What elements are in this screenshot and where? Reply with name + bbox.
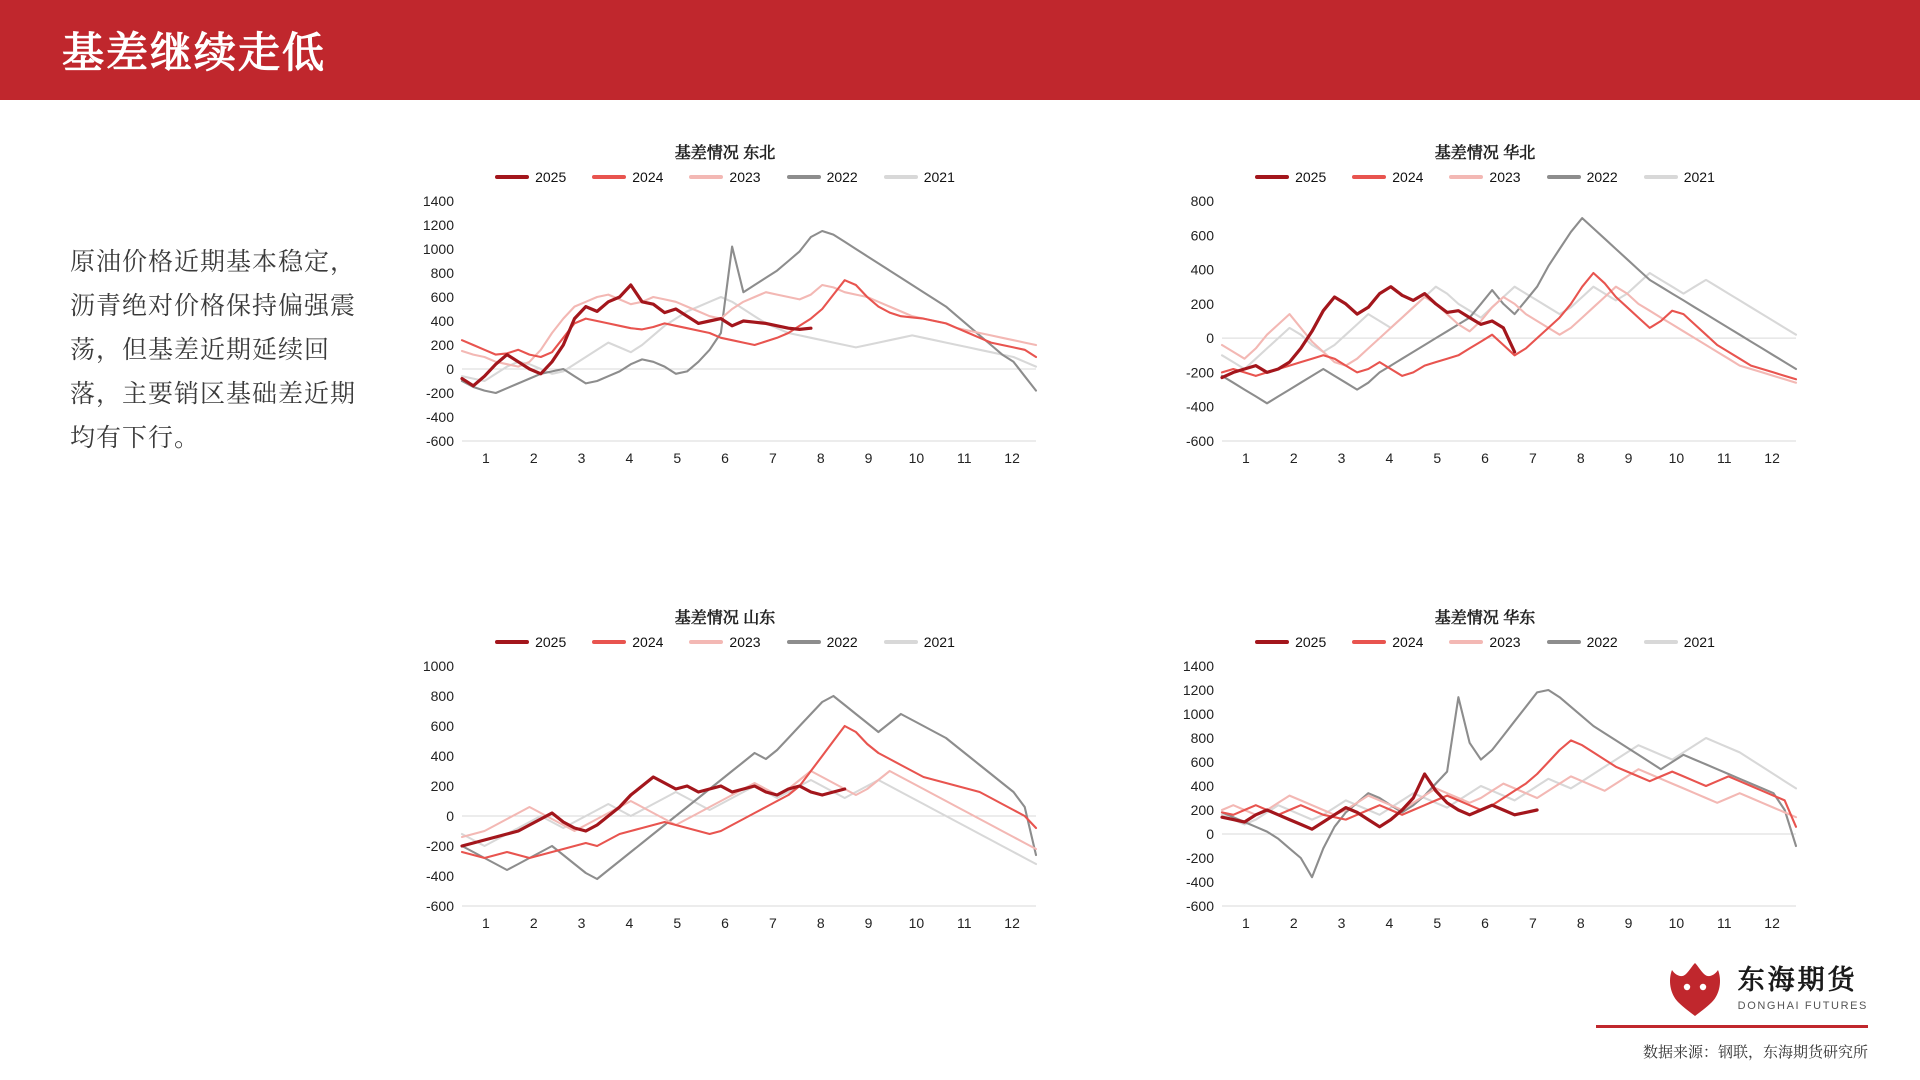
svg-text:-600: -600 bbox=[425, 898, 454, 914]
svg-text:0: 0 bbox=[446, 808, 454, 824]
svg-text:8: 8 bbox=[1576, 450, 1585, 466]
legend-swatch-2022 bbox=[1547, 640, 1581, 644]
svg-text:4: 4 bbox=[1385, 450, 1394, 466]
legend-label-2022: 2022 bbox=[1586, 634, 1618, 650]
legend-label-2024: 2024 bbox=[1392, 169, 1424, 185]
legend-swatch-2025 bbox=[495, 175, 529, 179]
chart-plot-northchina bbox=[1160, 189, 1810, 479]
legend-item-2021 bbox=[884, 169, 955, 185]
svg-text:400: 400 bbox=[430, 313, 454, 329]
legend-swatch-2021 bbox=[1644, 640, 1678, 644]
chart-plot-shandong bbox=[400, 654, 1050, 944]
legend-swatch-2025 bbox=[1255, 175, 1289, 179]
side-note-text: 原油价格近期基本稳定，沥青绝对价格保持偏强震荡，但基差近期延续回落，主要销区基础差近期均有下行。 bbox=[70, 248, 357, 452]
svg-text:600: 600 bbox=[1190, 227, 1214, 244]
svg-text:1: 1 bbox=[482, 450, 490, 466]
series-line-2024 bbox=[462, 280, 1036, 357]
svg-text:6: 6 bbox=[721, 915, 729, 931]
legend-label-2025: 2025 bbox=[535, 169, 567, 185]
legend-label-2021: 2021 bbox=[923, 169, 955, 185]
svg-text:-200: -200 bbox=[425, 385, 454, 401]
legend-item-2021 bbox=[884, 634, 955, 650]
svg-text:800: 800 bbox=[430, 265, 454, 281]
legend-label-2022: 2022 bbox=[826, 634, 858, 650]
chart-title-northchina: 基差情况 华北 bbox=[1434, 145, 1536, 162]
svg-text:600: 600 bbox=[430, 289, 454, 305]
legend-label-2024: 2024 bbox=[1392, 634, 1424, 650]
chart-panel-eastchina bbox=[1160, 605, 1810, 944]
legend-swatch-2024 bbox=[592, 640, 626, 644]
chart-svg-eastchina bbox=[1160, 654, 1810, 944]
svg-text:200: 200 bbox=[1190, 802, 1214, 818]
svg-text:1400: 1400 bbox=[422, 193, 454, 209]
svg-text:-200: -200 bbox=[425, 838, 454, 854]
series-line-2025 bbox=[1222, 287, 1515, 378]
legend-swatch-2025 bbox=[1255, 640, 1289, 644]
svg-text:6: 6 bbox=[1481, 915, 1489, 931]
legend-label-2023: 2023 bbox=[729, 169, 761, 185]
chart-legend-eastchina bbox=[1160, 634, 1810, 650]
legend-label-2025: 2025 bbox=[535, 634, 567, 650]
chart-legend-northchina bbox=[1160, 169, 1810, 185]
series-line-2024 bbox=[1222, 273, 1796, 379]
chart-svg-northeast bbox=[400, 189, 1050, 479]
legend-item-2021 bbox=[1644, 634, 1715, 650]
bull-head-icon bbox=[1664, 960, 1726, 1018]
legend-item-2024 bbox=[592, 169, 663, 185]
legend-swatch-2023 bbox=[689, 175, 723, 179]
legend-swatch-2024 bbox=[1352, 640, 1386, 644]
chart-svg-northchina bbox=[1160, 189, 1810, 479]
svg-text:-600: -600 bbox=[1185, 433, 1214, 449]
svg-text:5: 5 bbox=[673, 915, 682, 931]
chart-title-northeast: 基差情况 东北 bbox=[674, 145, 776, 162]
svg-text:1400: 1400 bbox=[1182, 658, 1214, 674]
legend-label-2023: 2023 bbox=[1489, 634, 1521, 650]
svg-text:7: 7 bbox=[769, 915, 777, 931]
page-title: 基差继续走低 bbox=[62, 29, 327, 76]
series-line-2025 bbox=[1222, 774, 1537, 829]
svg-text:12: 12 bbox=[1004, 915, 1020, 931]
legend-item-2023 bbox=[1449, 169, 1520, 185]
legend-label-2021: 2021 bbox=[1683, 634, 1715, 650]
brand-logo bbox=[1664, 960, 1868, 1018]
legend-item-2025 bbox=[1255, 634, 1326, 650]
legend-item-2022 bbox=[787, 634, 858, 650]
legend-label-2023: 2023 bbox=[1489, 169, 1521, 185]
svg-text:3: 3 bbox=[577, 450, 586, 466]
chart-legend-shandong bbox=[400, 634, 1050, 650]
svg-text:6: 6 bbox=[1481, 450, 1489, 466]
chart-plot-northeast bbox=[400, 189, 1050, 479]
svg-text:5: 5 bbox=[1433, 915, 1442, 931]
svg-text:5: 5 bbox=[673, 450, 682, 466]
svg-text:-600: -600 bbox=[1185, 898, 1214, 914]
legend-item-2025 bbox=[495, 169, 566, 185]
legend-swatch-2024 bbox=[592, 175, 626, 179]
svg-text:1200: 1200 bbox=[1182, 682, 1214, 698]
svg-text:10: 10 bbox=[1668, 915, 1685, 931]
series-line-2021 bbox=[1222, 273, 1796, 369]
svg-text:9: 9 bbox=[1624, 915, 1633, 931]
brand-name-en: DONGHAI FUTURES bbox=[1737, 999, 1868, 1012]
svg-text:-200: -200 bbox=[1185, 850, 1214, 866]
svg-text:3: 3 bbox=[1337, 450, 1346, 466]
chart-legend-northeast bbox=[400, 169, 1050, 185]
svg-text:800: 800 bbox=[430, 688, 454, 704]
legend-swatch-2022 bbox=[787, 175, 821, 179]
legend-item-2022 bbox=[1547, 169, 1618, 185]
svg-text:11: 11 bbox=[1716, 450, 1732, 466]
svg-text:8: 8 bbox=[1576, 915, 1585, 931]
svg-text:800: 800 bbox=[1190, 193, 1214, 209]
chart-title-eastchina: 基差情况 华东 bbox=[1434, 610, 1536, 627]
svg-text:1000: 1000 bbox=[422, 658, 454, 674]
legend-swatch-2023 bbox=[689, 640, 723, 644]
svg-text:-400: -400 bbox=[1185, 874, 1214, 890]
svg-text:1: 1 bbox=[1242, 450, 1250, 466]
svg-text:600: 600 bbox=[430, 718, 454, 734]
legend-label-2022: 2022 bbox=[1586, 169, 1618, 185]
legend-item-2023 bbox=[689, 634, 760, 650]
svg-text:1200: 1200 bbox=[422, 217, 454, 233]
legend-item-2024 bbox=[1352, 634, 1423, 650]
legend-label-2024: 2024 bbox=[632, 634, 664, 650]
legend-item-2024 bbox=[1352, 169, 1423, 185]
source-note: 数据来源：钢联，东海期货研究所 bbox=[1642, 1044, 1868, 1061]
svg-text:7: 7 bbox=[769, 450, 777, 466]
svg-text:11: 11 bbox=[956, 450, 972, 466]
svg-text:4: 4 bbox=[625, 915, 634, 931]
legend-item-2025 bbox=[495, 634, 566, 650]
svg-text:2: 2 bbox=[1289, 915, 1298, 931]
legend-swatch-2022 bbox=[787, 640, 821, 644]
series-line-2024 bbox=[462, 726, 1036, 858]
svg-text:8: 8 bbox=[816, 915, 825, 931]
svg-text:4: 4 bbox=[1385, 915, 1394, 931]
legend-item-2024 bbox=[592, 634, 663, 650]
brand-name-cn: 东海期货 bbox=[1737, 964, 1858, 995]
legend-label-2021: 2021 bbox=[923, 634, 955, 650]
series-line-2022 bbox=[1222, 218, 1796, 403]
svg-text:3: 3 bbox=[577, 915, 586, 931]
svg-text:800: 800 bbox=[1190, 730, 1214, 746]
svg-text:200: 200 bbox=[430, 337, 454, 353]
chart-title-shandong: 基差情况 山东 bbox=[674, 610, 776, 627]
series-line-2021 bbox=[462, 780, 1036, 864]
svg-text:2: 2 bbox=[529, 915, 538, 931]
svg-text:10: 10 bbox=[908, 450, 925, 466]
svg-text:0: 0 bbox=[1206, 330, 1214, 347]
legend-swatch-2023 bbox=[1449, 640, 1483, 644]
svg-text:600: 600 bbox=[1190, 754, 1214, 770]
svg-text:12: 12 bbox=[1764, 915, 1780, 931]
legend-item-2022 bbox=[787, 169, 858, 185]
legend-label-2023: 2023 bbox=[729, 634, 761, 650]
legend-swatch-2023 bbox=[1449, 175, 1483, 179]
svg-text:6: 6 bbox=[721, 450, 729, 466]
svg-text:9: 9 bbox=[1624, 450, 1633, 466]
legend-item-2022 bbox=[1547, 634, 1618, 650]
legend-label-2021: 2021 bbox=[1683, 169, 1715, 185]
svg-text:12: 12 bbox=[1004, 450, 1020, 466]
svg-text:5: 5 bbox=[1433, 450, 1442, 466]
svg-text:10: 10 bbox=[1668, 450, 1685, 466]
legend-label-2025: 2025 bbox=[1295, 169, 1327, 185]
series-line-2023 bbox=[462, 771, 1036, 849]
svg-text:1000: 1000 bbox=[422, 241, 454, 257]
chart-panel-northeast bbox=[400, 140, 1050, 479]
chart-svg-shandong bbox=[400, 654, 1050, 944]
svg-text:400: 400 bbox=[1190, 778, 1214, 794]
legend-item-2023 bbox=[689, 169, 760, 185]
svg-text:0: 0 bbox=[1206, 826, 1214, 842]
svg-text:-400: -400 bbox=[425, 868, 454, 884]
legend-swatch-2022 bbox=[1547, 175, 1581, 179]
legend-label-2025: 2025 bbox=[1295, 634, 1327, 650]
svg-text:-600: -600 bbox=[425, 433, 454, 449]
svg-text:200: 200 bbox=[1190, 295, 1214, 312]
chart-panel-northchina bbox=[1160, 140, 1810, 479]
svg-text:-400: -400 bbox=[425, 409, 454, 425]
svg-text:10: 10 bbox=[908, 915, 925, 931]
svg-text:1: 1 bbox=[1242, 915, 1250, 931]
legend-item-2023 bbox=[1449, 634, 1520, 650]
svg-text:12: 12 bbox=[1764, 450, 1780, 466]
svg-text:7: 7 bbox=[1529, 450, 1537, 466]
legend-label-2022: 2022 bbox=[826, 169, 858, 185]
legend-swatch-2024 bbox=[1352, 175, 1386, 179]
legend-swatch-2025 bbox=[495, 640, 529, 644]
svg-text:2: 2 bbox=[1289, 450, 1298, 466]
legend-swatch-2021 bbox=[884, 175, 918, 179]
svg-text:9: 9 bbox=[864, 915, 873, 931]
legend-item-2025 bbox=[1255, 169, 1326, 185]
svg-text:2: 2 bbox=[529, 450, 538, 466]
chart-plot-eastchina bbox=[1160, 654, 1810, 944]
chart-panel-shandong bbox=[400, 605, 1050, 944]
svg-text:4: 4 bbox=[625, 450, 634, 466]
legend-swatch-2021 bbox=[884, 640, 918, 644]
svg-text:200: 200 bbox=[430, 778, 454, 794]
svg-text:0: 0 bbox=[446, 361, 454, 377]
legend-item-2021 bbox=[1644, 169, 1715, 185]
svg-text:7: 7 bbox=[1529, 915, 1537, 931]
svg-text:8: 8 bbox=[816, 450, 825, 466]
svg-text:9: 9 bbox=[864, 450, 873, 466]
svg-text:-400: -400 bbox=[1185, 398, 1214, 415]
svg-text:11: 11 bbox=[1716, 915, 1732, 931]
svg-text:3: 3 bbox=[1337, 915, 1346, 931]
svg-text:1000: 1000 bbox=[1182, 706, 1214, 722]
legend-swatch-2021 bbox=[1644, 175, 1678, 179]
legend-label-2024: 2024 bbox=[632, 169, 664, 185]
brand-divider bbox=[1596, 1025, 1868, 1028]
svg-text:400: 400 bbox=[1190, 261, 1214, 278]
svg-text:11: 11 bbox=[956, 915, 972, 931]
svg-text:1: 1 bbox=[482, 915, 490, 931]
svg-text:400: 400 bbox=[430, 748, 454, 764]
series-line-2025 bbox=[462, 285, 811, 386]
svg-text:-200: -200 bbox=[1185, 364, 1214, 381]
